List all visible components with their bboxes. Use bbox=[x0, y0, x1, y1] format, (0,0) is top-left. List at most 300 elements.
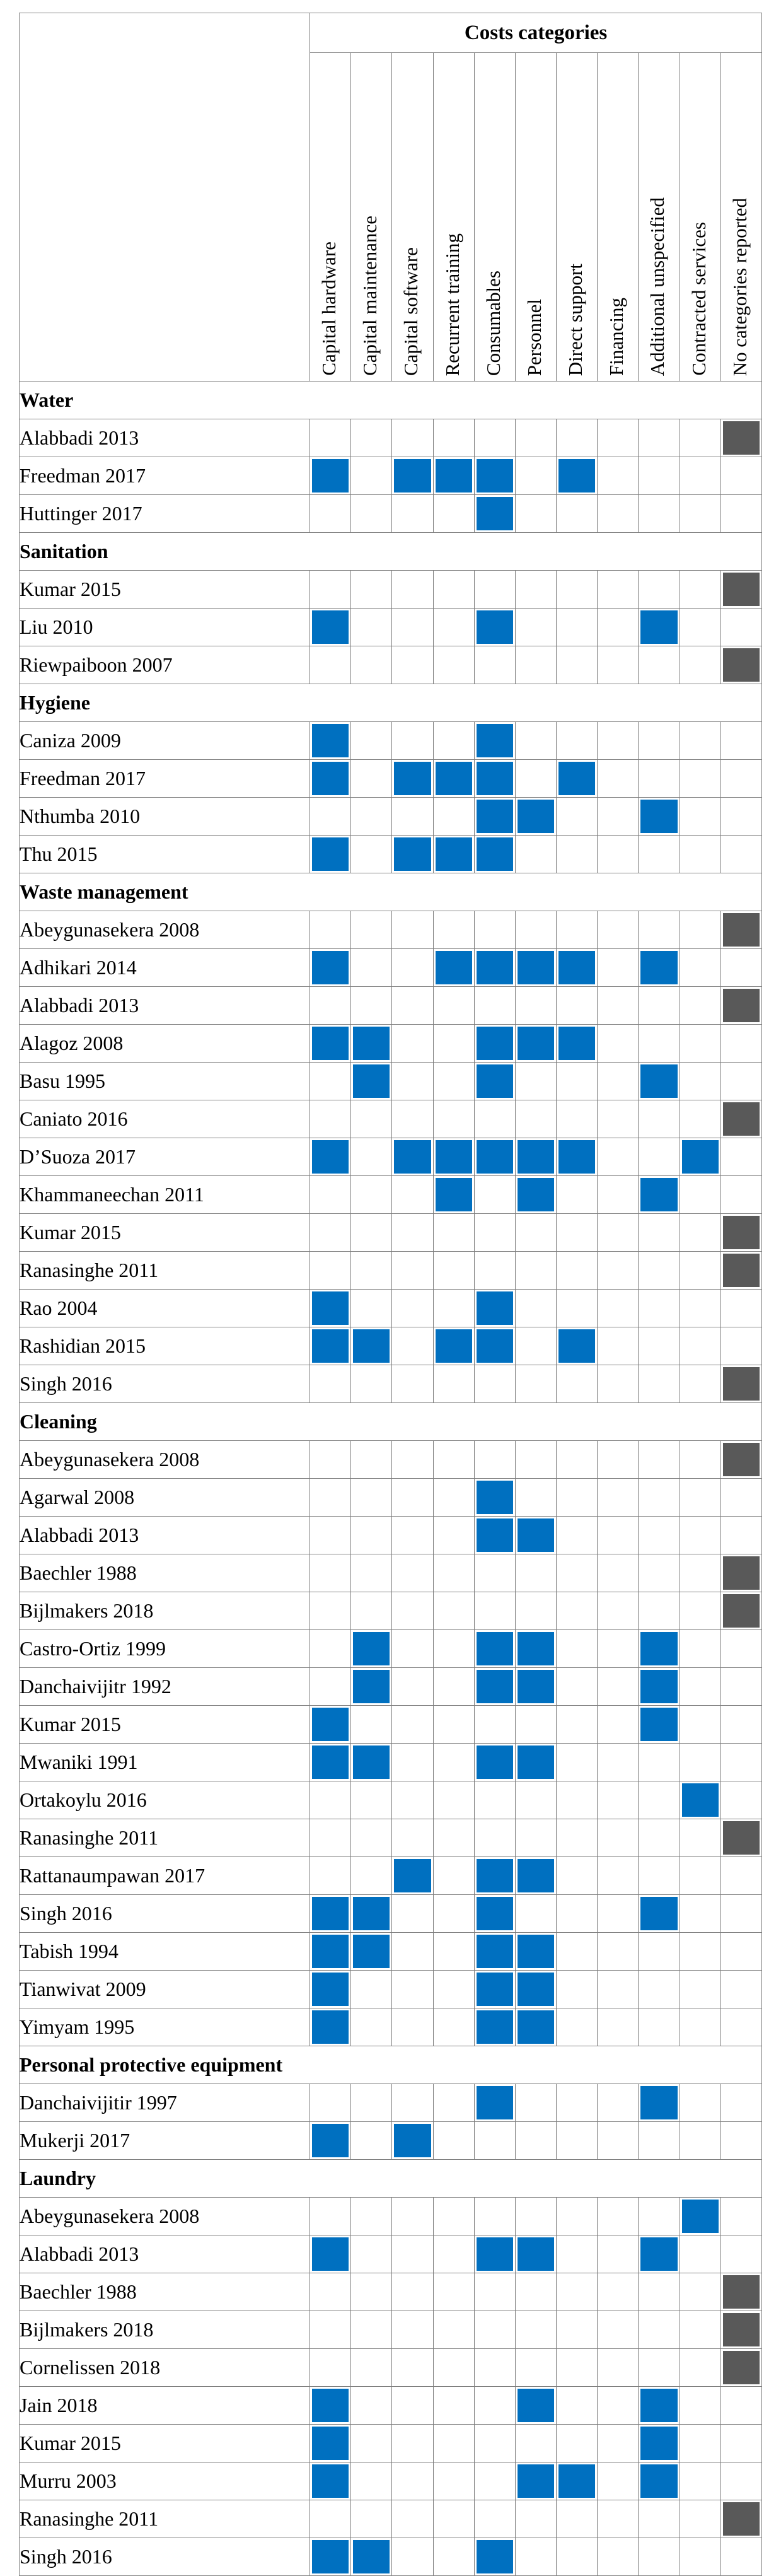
cell-fill bbox=[436, 1027, 472, 1060]
cell-fill bbox=[394, 1291, 431, 1325]
cell-fill bbox=[640, 2200, 677, 2233]
cell-empty bbox=[598, 798, 639, 836]
cell-fill bbox=[436, 1859, 472, 1892]
cell-empty bbox=[433, 1630, 474, 1668]
cell-empty bbox=[392, 1025, 433, 1063]
cell-empty bbox=[557, 2273, 598, 2311]
category-header bbox=[433, 53, 474, 382]
study-name: Ranasinghe 2011 bbox=[20, 1819, 310, 1857]
cell-fill bbox=[353, 1443, 390, 1476]
cell-fill bbox=[477, 1367, 513, 1401]
cell-empty bbox=[598, 987, 639, 1025]
cell-fill bbox=[312, 1254, 349, 1287]
cell-empty bbox=[680, 2387, 720, 2425]
cell-fill bbox=[436, 2502, 472, 2536]
cell-fill bbox=[599, 1064, 636, 1098]
cell-empty bbox=[515, 1819, 556, 1857]
cell-fill bbox=[394, 2010, 431, 2044]
cell-fill bbox=[353, 1897, 390, 1930]
cell-fill bbox=[477, 2464, 513, 2498]
cell-reported bbox=[310, 2462, 351, 2500]
costs-categories-table bbox=[19, 13, 762, 2576]
cell-fill bbox=[558, 1670, 595, 1703]
cell-fill bbox=[394, 1670, 431, 1703]
cell-fill bbox=[682, 837, 719, 871]
cell-empty bbox=[515, 2198, 556, 2235]
cell-fill bbox=[312, 1632, 349, 1665]
cell-empty bbox=[720, 836, 761, 873]
cell-fill bbox=[394, 1746, 431, 1779]
cell-fill bbox=[723, 837, 760, 871]
cell-empty bbox=[392, 2425, 433, 2462]
cell-fill bbox=[682, 951, 719, 984]
cell-fill bbox=[518, 1746, 554, 1779]
cell-fill bbox=[394, 2540, 431, 2573]
cell-empty bbox=[474, 2500, 515, 2538]
cell-empty bbox=[392, 1706, 433, 1744]
cell-empty bbox=[598, 1176, 639, 1214]
cell-fill bbox=[477, 2200, 513, 2233]
cell-empty bbox=[392, 609, 433, 646]
cell-fill bbox=[353, 1102, 390, 1136]
category-label: Consumables bbox=[482, 270, 504, 376]
cell-empty bbox=[598, 2349, 639, 2387]
cell-empty bbox=[310, 1441, 351, 1479]
cell-empty bbox=[392, 798, 433, 836]
category-label: No categories reported bbox=[728, 197, 751, 376]
cell-empty bbox=[598, 1781, 639, 1819]
cell-fill bbox=[477, 2086, 513, 2119]
cell-fill bbox=[518, 1291, 554, 1325]
cell-fill bbox=[436, 762, 472, 795]
study-name: Castro-Ortiz 1999 bbox=[20, 1630, 310, 1668]
cell-fill bbox=[312, 2389, 349, 2422]
cell-fill bbox=[353, 951, 390, 984]
cell-fill bbox=[640, 1329, 677, 1363]
cell-fill bbox=[394, 1102, 431, 1136]
cell-fill bbox=[640, 2086, 677, 2119]
cell-fill bbox=[436, 1632, 472, 1665]
table-row bbox=[20, 1592, 762, 1630]
cell-fill bbox=[723, 989, 760, 1022]
cell-fill bbox=[558, 1367, 595, 1401]
study-name: Khammaneechan 2011 bbox=[20, 1176, 310, 1214]
cell-empty bbox=[433, 2500, 474, 2538]
cell-fill bbox=[436, 1291, 472, 1325]
cell-empty bbox=[474, 2425, 515, 2462]
cell-fill bbox=[477, 1973, 513, 2006]
cell-empty bbox=[515, 1479, 556, 1517]
cell-fill bbox=[640, 762, 677, 795]
study-name: Bijlmakers 2018 bbox=[20, 1592, 310, 1630]
cell-fill bbox=[518, 1518, 554, 1552]
cell-empty bbox=[639, 1744, 680, 1781]
cell-fill bbox=[640, 1973, 677, 2006]
cell-fill bbox=[436, 800, 472, 833]
cell-fill bbox=[723, 1746, 760, 1779]
cell-fill bbox=[394, 1178, 431, 1211]
study-name: Tianwivat 2009 bbox=[20, 1971, 310, 2008]
cell-reported bbox=[515, 1668, 556, 1706]
cell-fill bbox=[436, 421, 472, 455]
cell-empty bbox=[392, 1063, 433, 1100]
cell-empty bbox=[310, 798, 351, 836]
cell-fill bbox=[312, 2275, 349, 2309]
cell-empty bbox=[598, 1365, 639, 1403]
cell-reported bbox=[639, 1668, 680, 1706]
cell-fill bbox=[477, 1556, 513, 1590]
cell-empty bbox=[598, 419, 639, 457]
cell-empty bbox=[392, 495, 433, 533]
cell-fill bbox=[436, 913, 472, 947]
cell-empty bbox=[598, 1895, 639, 1933]
cell-fill bbox=[723, 1594, 760, 1628]
cell-reported bbox=[557, 1327, 598, 1365]
cell-empty bbox=[557, 2122, 598, 2160]
cell-fill bbox=[640, 1708, 677, 1741]
table-row bbox=[20, 2235, 762, 2273]
cell-empty bbox=[557, 1517, 598, 1554]
cell-fill bbox=[723, 1632, 760, 1665]
cell-fill bbox=[723, 762, 760, 795]
cell-empty bbox=[680, 2500, 720, 2538]
cell-fill bbox=[599, 421, 636, 455]
cell-fill bbox=[312, 1291, 349, 1325]
cell-fill bbox=[518, 1216, 554, 1249]
cell-empty bbox=[351, 2122, 392, 2160]
cell-fill bbox=[682, 2389, 719, 2422]
cell-empty bbox=[351, 1479, 392, 1517]
cell-fill bbox=[477, 1027, 513, 1060]
cell-empty bbox=[474, 571, 515, 609]
cell-empty bbox=[557, 1971, 598, 2008]
cell-fill bbox=[436, 1102, 472, 1136]
cell-empty bbox=[557, 2425, 598, 2462]
cell-fill bbox=[312, 1594, 349, 1628]
cell-empty bbox=[598, 2500, 639, 2538]
cell-empty bbox=[680, 1744, 720, 1781]
cell-empty bbox=[598, 1971, 639, 2008]
cell-reported bbox=[474, 1025, 515, 1063]
cell-reported bbox=[515, 1025, 556, 1063]
cell-empty bbox=[720, 2425, 761, 2462]
study-name: Yimyam 1995 bbox=[20, 2008, 310, 2046]
cell-empty bbox=[392, 2462, 433, 2500]
cell-empty bbox=[310, 1668, 351, 1706]
table-row bbox=[20, 1857, 762, 1895]
cell-fill bbox=[682, 1859, 719, 1892]
cell-empty bbox=[392, 987, 433, 1025]
cell-fill bbox=[312, 2464, 349, 2498]
cell-empty bbox=[433, 2235, 474, 2273]
cell-reported bbox=[474, 1668, 515, 1706]
cell-fill bbox=[394, 1821, 431, 1855]
cell-fill bbox=[723, 2389, 760, 2422]
cell-fill bbox=[436, 724, 472, 757]
cell-empty bbox=[310, 1554, 351, 1592]
section-heading: Personal protective equipment bbox=[20, 2046, 762, 2084]
cell-fill bbox=[477, 1632, 513, 1665]
cell-reported bbox=[310, 1971, 351, 2008]
cell-fill bbox=[353, 837, 390, 871]
section-row bbox=[20, 533, 762, 571]
cell-fill bbox=[599, 1481, 636, 1514]
cell-fill bbox=[599, 1367, 636, 1401]
cell-empty bbox=[639, 2122, 680, 2160]
cell-fill bbox=[558, 2010, 595, 2044]
study-name: D’Suoza 2017 bbox=[20, 1138, 310, 1176]
cell-fill bbox=[436, 951, 472, 984]
cell-fill bbox=[353, 724, 390, 757]
cell-no-categories bbox=[720, 1214, 761, 1252]
cell-empty bbox=[392, 1668, 433, 1706]
cell-empty bbox=[680, 2235, 720, 2273]
cell-fill bbox=[640, 1216, 677, 1249]
cell-fill bbox=[558, 2351, 595, 2384]
cell-fill bbox=[723, 1708, 760, 1741]
cell-empty bbox=[392, 419, 433, 457]
cell-empty bbox=[680, 949, 720, 987]
table-title: Costs categories bbox=[310, 13, 762, 53]
cell-empty bbox=[557, 1668, 598, 1706]
table-row bbox=[20, 2387, 762, 2425]
cell-fill bbox=[353, 2313, 390, 2346]
cell-empty bbox=[433, 646, 474, 684]
cell-empty bbox=[598, 1100, 639, 1138]
cell-empty bbox=[557, 1895, 598, 1933]
category-label: Personnel bbox=[523, 298, 545, 376]
category-label: Capital maintenance bbox=[359, 216, 381, 376]
cell-fill bbox=[558, 497, 595, 530]
cell-fill bbox=[353, 1746, 390, 1779]
cell-fill bbox=[599, 1670, 636, 1703]
cell-empty bbox=[680, 1365, 720, 1403]
cell-empty bbox=[515, 1063, 556, 1100]
cell-fill bbox=[640, 1291, 677, 1325]
cell-empty bbox=[433, 2311, 474, 2349]
cell-empty bbox=[639, 1857, 680, 1895]
cell-fill bbox=[599, 724, 636, 757]
cell-fill bbox=[394, 2427, 431, 2460]
cell-fill bbox=[518, 724, 554, 757]
cell-empty bbox=[310, 1592, 351, 1630]
cell-reported bbox=[639, 2235, 680, 2273]
table-row bbox=[20, 1706, 762, 1744]
cell-empty bbox=[680, 1063, 720, 1100]
table-row bbox=[20, 1138, 762, 1176]
cell-fill bbox=[723, 2351, 760, 2384]
cell-fill bbox=[599, 2464, 636, 2498]
cell-fill bbox=[682, 497, 719, 530]
cell-fill bbox=[723, 951, 760, 984]
cell-fill bbox=[518, 2200, 554, 2233]
cell-empty bbox=[720, 2462, 761, 2500]
cell-empty bbox=[598, 1668, 639, 1706]
cell-fill bbox=[312, 1556, 349, 1590]
cell-empty bbox=[474, 419, 515, 457]
table-row bbox=[20, 1479, 762, 1517]
cell-fill bbox=[477, 648, 513, 682]
cell-fill bbox=[353, 989, 390, 1022]
cell-fill bbox=[436, 497, 472, 530]
cell-fill bbox=[558, 989, 595, 1022]
cell-empty bbox=[310, 1479, 351, 1517]
cell-reported bbox=[392, 760, 433, 798]
cell-fill bbox=[640, 1556, 677, 1590]
cell-fill bbox=[353, 913, 390, 947]
cell-empty bbox=[639, 646, 680, 684]
category-header bbox=[639, 53, 680, 382]
cell-fill bbox=[518, 2540, 554, 2573]
cell-empty bbox=[598, 457, 639, 495]
cell-empty bbox=[351, 1252, 392, 1290]
cell-fill bbox=[558, 2200, 595, 2233]
cell-fill bbox=[640, 1140, 677, 1174]
cell-fill bbox=[723, 1064, 760, 1098]
cell-fill bbox=[640, 1102, 677, 1136]
cell-empty bbox=[720, 1025, 761, 1063]
cell-fill bbox=[477, 610, 513, 644]
cell-empty bbox=[598, 2311, 639, 2349]
cell-fill bbox=[682, 989, 719, 1022]
cell-reported bbox=[433, 1176, 474, 1214]
cell-fill bbox=[312, 421, 349, 455]
cell-fill bbox=[518, 1329, 554, 1363]
cell-fill bbox=[394, 1783, 431, 1817]
cell-empty bbox=[351, 457, 392, 495]
cell-fill bbox=[682, 2200, 719, 2233]
study-name: Basu 1995 bbox=[20, 1063, 310, 1100]
cell-empty bbox=[474, 1252, 515, 1290]
cell-empty bbox=[598, 1252, 639, 1290]
cell-fill bbox=[477, 2351, 513, 2384]
cell-empty bbox=[557, 798, 598, 836]
cell-reported bbox=[310, 1290, 351, 1327]
cell-empty bbox=[433, 798, 474, 836]
cell-empty bbox=[680, 1971, 720, 2008]
cell-empty bbox=[598, 1290, 639, 1327]
table-row bbox=[20, 1327, 762, 1365]
cell-empty bbox=[557, 722, 598, 760]
cell-fill bbox=[477, 1935, 513, 1968]
cell-empty bbox=[639, 2538, 680, 2576]
table-row bbox=[20, 722, 762, 760]
table-row bbox=[20, 1744, 762, 1781]
cell-empty bbox=[720, 1138, 761, 1176]
cell-reported bbox=[310, 1025, 351, 1063]
cell-fill bbox=[723, 2237, 760, 2271]
cell-empty bbox=[310, 571, 351, 609]
cell-fill bbox=[394, 1859, 431, 1892]
cell-fill bbox=[518, 1783, 554, 1817]
cell-fill bbox=[640, 1027, 677, 1060]
cell-fill bbox=[599, 2427, 636, 2460]
study-name: Freedman 2017 bbox=[20, 457, 310, 495]
cell-fill bbox=[558, 1216, 595, 1249]
cell-fill bbox=[477, 2124, 513, 2157]
cell-fill bbox=[394, 421, 431, 455]
cell-fill bbox=[353, 2010, 390, 2044]
cell-fill bbox=[682, 2275, 719, 2309]
cell-fill bbox=[640, 497, 677, 530]
cell-fill bbox=[353, 1632, 390, 1665]
cell-reported bbox=[639, 1895, 680, 1933]
cell-fill bbox=[682, 1481, 719, 1514]
cell-empty bbox=[639, 1138, 680, 1176]
cell-empty bbox=[515, 1441, 556, 1479]
cell-fill bbox=[436, 459, 472, 492]
section-row bbox=[20, 873, 762, 911]
cell-reported bbox=[310, 2538, 351, 2576]
cell-fill bbox=[394, 1556, 431, 1590]
cell-fill bbox=[723, 610, 760, 644]
cell-empty bbox=[433, 1744, 474, 1781]
cell-fill bbox=[599, 1821, 636, 1855]
cell-reported bbox=[351, 1063, 392, 1100]
study-name: Kumar 2015 bbox=[20, 2425, 310, 2462]
cell-fill bbox=[558, 421, 595, 455]
table-row bbox=[20, 457, 762, 495]
cell-fill bbox=[682, 913, 719, 947]
cell-fill bbox=[723, 573, 760, 606]
cell-fill bbox=[518, 1973, 554, 2006]
cell-empty bbox=[433, 1517, 474, 1554]
cell-empty bbox=[557, 1554, 598, 1592]
cell-reported bbox=[474, 1933, 515, 1971]
cell-empty bbox=[557, 2008, 598, 2046]
cell-empty bbox=[433, 1554, 474, 1592]
cell-fill bbox=[599, 1632, 636, 1665]
cell-reported bbox=[310, 2008, 351, 2046]
cell-fill bbox=[640, 1481, 677, 1514]
cell-fill bbox=[682, 1291, 719, 1325]
cell-empty bbox=[515, 609, 556, 646]
cell-fill bbox=[312, 2124, 349, 2157]
cell-reported bbox=[515, 2008, 556, 2046]
cell-fill bbox=[353, 1708, 390, 1741]
table-row bbox=[20, 609, 762, 646]
cell-reported bbox=[557, 1025, 598, 1063]
cell-fill bbox=[640, 421, 677, 455]
cell-fill bbox=[312, 1064, 349, 1098]
cell-fill bbox=[436, 1216, 472, 1249]
category-header bbox=[557, 53, 598, 382]
cell-fill bbox=[599, 1518, 636, 1552]
cell-empty bbox=[474, 1781, 515, 1819]
cell-fill bbox=[682, 1594, 719, 1628]
cell-fill bbox=[436, 1367, 472, 1401]
cell-empty bbox=[433, 1592, 474, 1630]
cell-empty bbox=[392, 2235, 433, 2273]
cell-empty bbox=[639, 1971, 680, 2008]
cell-fill bbox=[682, 459, 719, 492]
cell-fill bbox=[599, 951, 636, 984]
cell-empty bbox=[720, 1176, 761, 1214]
cell-empty bbox=[720, 2084, 761, 2122]
cell-fill bbox=[723, 1027, 760, 1060]
cell-reported bbox=[515, 1630, 556, 1668]
cell-fill bbox=[353, 1481, 390, 1514]
cell-empty bbox=[639, 1781, 680, 1819]
cell-no-categories bbox=[720, 2311, 761, 2349]
cell-fill bbox=[640, 1594, 677, 1628]
cell-empty bbox=[720, 722, 761, 760]
cell-empty bbox=[639, 836, 680, 873]
cell-empty bbox=[515, 722, 556, 760]
cell-fill bbox=[394, 2389, 431, 2422]
cell-empty bbox=[598, 1441, 639, 1479]
cell-fill bbox=[436, 1708, 472, 1741]
